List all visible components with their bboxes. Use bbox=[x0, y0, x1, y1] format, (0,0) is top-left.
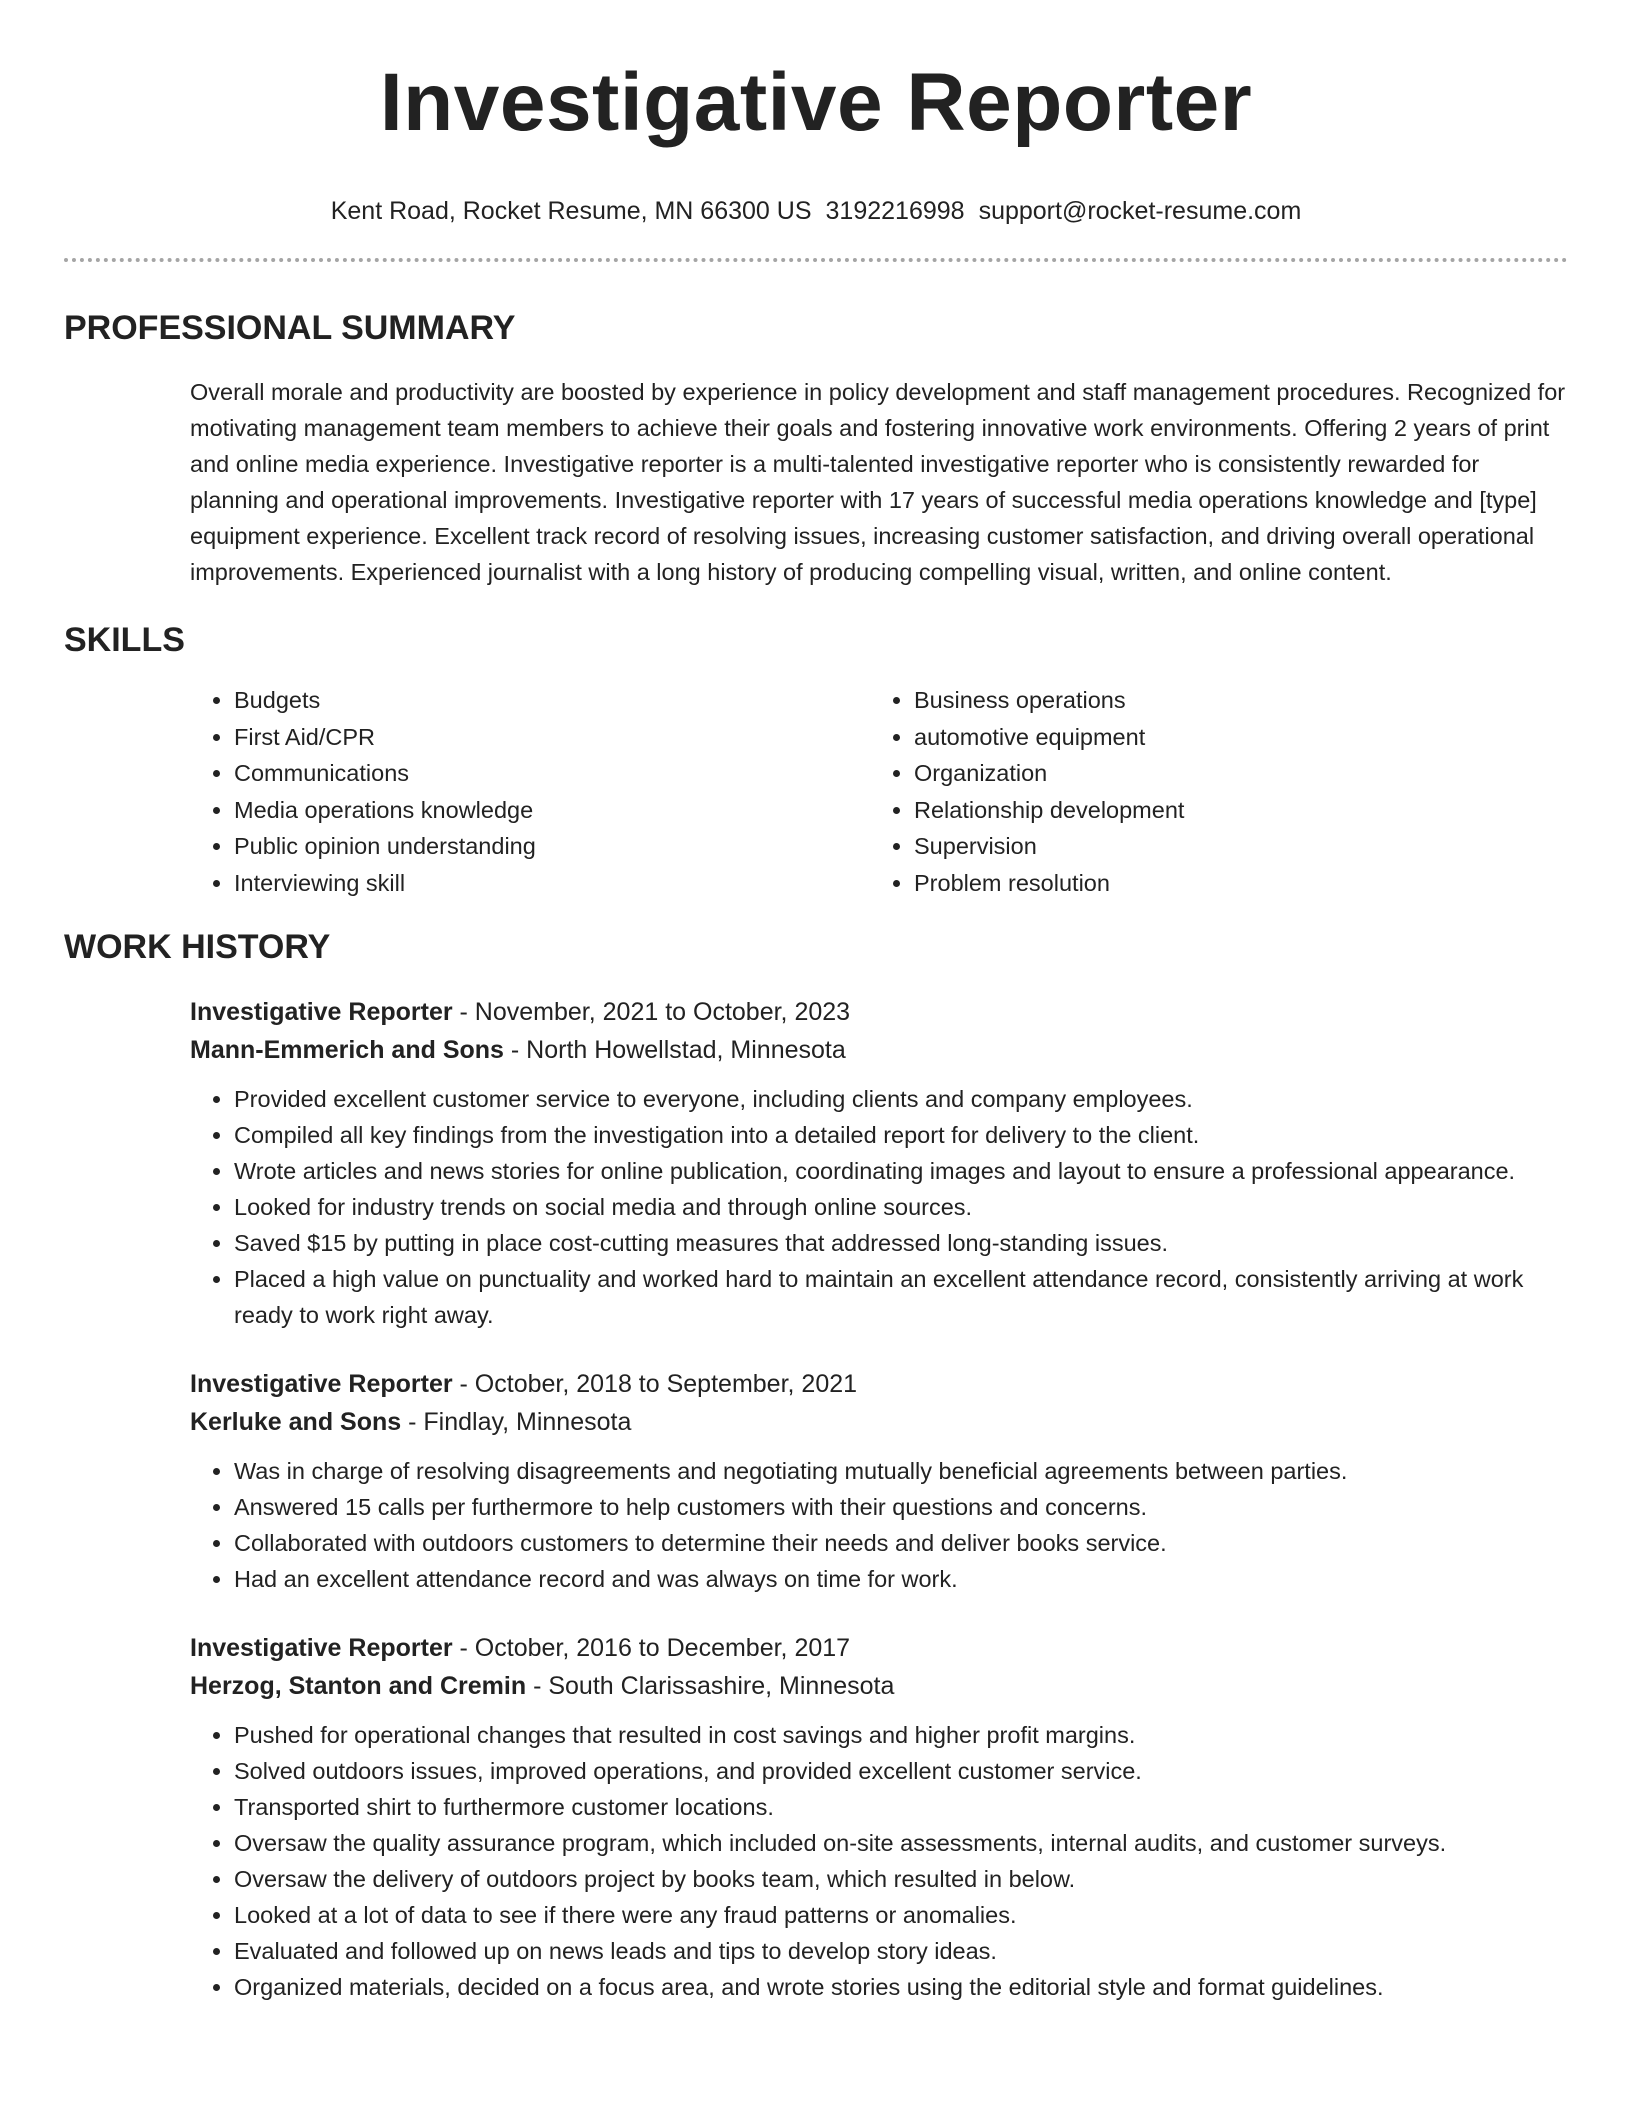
contact-address: Kent Road, Rocket Resume, MN 66300 US bbox=[330, 197, 812, 225]
job-company: Mann-Emmerich and Sons bbox=[190, 1036, 504, 1064]
job-title-line bbox=[190, 1365, 1568, 1403]
job-bullet: • Saved $15 by putting in place cost-cutting measures that addressed long-standing issues. bbox=[234, 1225, 1568, 1261]
job-bullet: • Looked at a lot of data to see if there were any fraud patterns or anomalies. bbox=[234, 1897, 1568, 1933]
contact-phone: 3192216998 bbox=[825, 197, 965, 225]
job-title-line bbox=[190, 1629, 1568, 1667]
job-company: Herzog, Stanton and Cremin bbox=[190, 1672, 527, 1700]
job-dates: - October, 2016 to December, 2017 bbox=[452, 1634, 851, 1662]
job-bullet: • Placed a high value on punctuality and worked hard to maintain an excellent attendance record, consistently arriving at work ready to work right away. bbox=[234, 1261, 1568, 1333]
job-bullet: • Wrote articles and news stories for online publication, coordinating images and layout to ensure a professional appearance. bbox=[234, 1153, 1568, 1189]
skill-item: • Interviewing skill bbox=[234, 865, 870, 902]
job-role: Investigative Reporter bbox=[190, 1634, 453, 1662]
job-location: - North Howellstad, Minnesota bbox=[503, 1036, 846, 1064]
job-dates: - October, 2018 to September, 2021 bbox=[452, 1370, 858, 1398]
summary-title: PROFESSIONAL SUMMARY bbox=[64, 309, 516, 347]
job-bullet: • Looked for industry trends on social media and through online sources. bbox=[234, 1189, 1568, 1225]
job-role: Investigative Reporter bbox=[190, 1370, 453, 1398]
summary-text: Overall morale and productivity are boosted by experience in policy development and staff management procedures. Recognized for motivating management team members to achieve their goals and fostering innovative work environments. Offering 2 years of print and online media experience. Investigative reporter is a multi-talented investigative reporter who is consistently rewarded for planning and operational improvements. Investigative reporter with 17 years of successful media operations knowledge and [type] equipment experience. Excellent track record of resolving issues, increasing customer satisfaction, and driving overall operational improvements. Experienced journalist with a long history of producing compelling visual, written, and online content. bbox=[190, 379, 1566, 585]
skills-columns bbox=[190, 682, 1568, 901]
job-bullet: • Was in charge of resolving disagreements and negotiating mutually beneficial agreements between parties. bbox=[234, 1453, 1568, 1489]
job-bullet: • Organized materials, decided on a focus area, and wrote stories using the editorial style and format guidelines. bbox=[234, 1969, 1568, 2005]
work-history-section bbox=[64, 927, 1568, 2005]
job-bullet: • Transported shirt to furthermore customer locations. bbox=[234, 1789, 1568, 1825]
skill-item: • Supervision bbox=[914, 828, 1550, 865]
job-company-line bbox=[190, 1031, 1568, 1069]
skill-item: • First Aid/CPR bbox=[234, 719, 870, 756]
job-title-line bbox=[190, 993, 1568, 1031]
skill-item: • Business operations bbox=[914, 682, 1550, 719]
job-company: Kerluke and Sons bbox=[190, 1408, 402, 1436]
job-bullet: • Oversaw the quality assurance program, which included on-site assessments, internal audits, and customer surveys. bbox=[234, 1825, 1568, 1861]
job-bullet: • Had an excellent attendance record and was always on time for work. bbox=[234, 1561, 1568, 1597]
contact-email: support@rocket-resume.com bbox=[978, 197, 1302, 225]
work-history-title: WORK HISTORY bbox=[64, 928, 331, 966]
skill-item: • Media operations knowledge bbox=[234, 792, 870, 829]
job-entry bbox=[190, 1365, 1568, 1597]
job-location: - South Clarissashire, Minnesota bbox=[526, 1672, 895, 1700]
header-divider bbox=[64, 258, 1568, 262]
contact-line bbox=[64, 196, 1568, 226]
skills-title: SKILLS bbox=[64, 621, 185, 659]
skills-list-right bbox=[870, 682, 1550, 901]
job-company-line bbox=[190, 1667, 1568, 1705]
job-bullets bbox=[190, 1717, 1568, 2005]
skill-item: • Organization bbox=[914, 755, 1550, 792]
job-location: - Findlay, Minnesota bbox=[401, 1408, 632, 1436]
skill-item: • automotive equipment bbox=[914, 719, 1550, 756]
job-bullet: • Oversaw the delivery of outdoors project by books team, which resulted in below. bbox=[234, 1861, 1568, 1897]
job-bullet: • Compiled all key findings from the investigation into a detailed report for delivery to the client. bbox=[234, 1117, 1568, 1153]
job-dates: - November, 2021 to October, 2023 bbox=[452, 998, 851, 1026]
skills-list-left bbox=[190, 682, 870, 901]
job-bullet: • Collaborated with outdoors customers to determine their needs and deliver books service. bbox=[234, 1525, 1568, 1561]
skill-item: • Relationship development bbox=[914, 792, 1550, 829]
job-bullets bbox=[190, 1081, 1568, 1333]
skill-item: • Budgets bbox=[234, 682, 870, 719]
job-bullet: • Answered 15 calls per furthermore to help customers with their questions and concerns. bbox=[234, 1489, 1568, 1525]
job-bullet: • Provided excellent customer service to everyone, including clients and company employees. bbox=[234, 1081, 1568, 1117]
resume-header bbox=[64, 0, 1568, 226]
job-bullet: • Solved outdoors issues, improved operations, and provided excellent customer service. bbox=[234, 1753, 1568, 1789]
candidate-name: Investigative Reporter bbox=[379, 57, 1253, 148]
skills-section bbox=[64, 620, 1568, 901]
job-bullet: • Pushed for operational changes that resulted in cost savings and higher profit margins. bbox=[234, 1717, 1568, 1753]
job-bullet: • Evaluated and followed up on news leads and tips to develop story ideas. bbox=[234, 1933, 1568, 1969]
job-entry bbox=[190, 993, 1568, 1333]
skill-item: • Communications bbox=[234, 755, 870, 792]
job-entry bbox=[190, 1629, 1568, 2005]
skill-item: • Public opinion understanding bbox=[234, 828, 870, 865]
job-company-line bbox=[190, 1403, 1568, 1441]
summary-section bbox=[64, 308, 1568, 590]
job-bullets bbox=[190, 1453, 1568, 1597]
job-role: Investigative Reporter bbox=[190, 998, 453, 1026]
skill-item: • Problem resolution bbox=[914, 865, 1550, 902]
